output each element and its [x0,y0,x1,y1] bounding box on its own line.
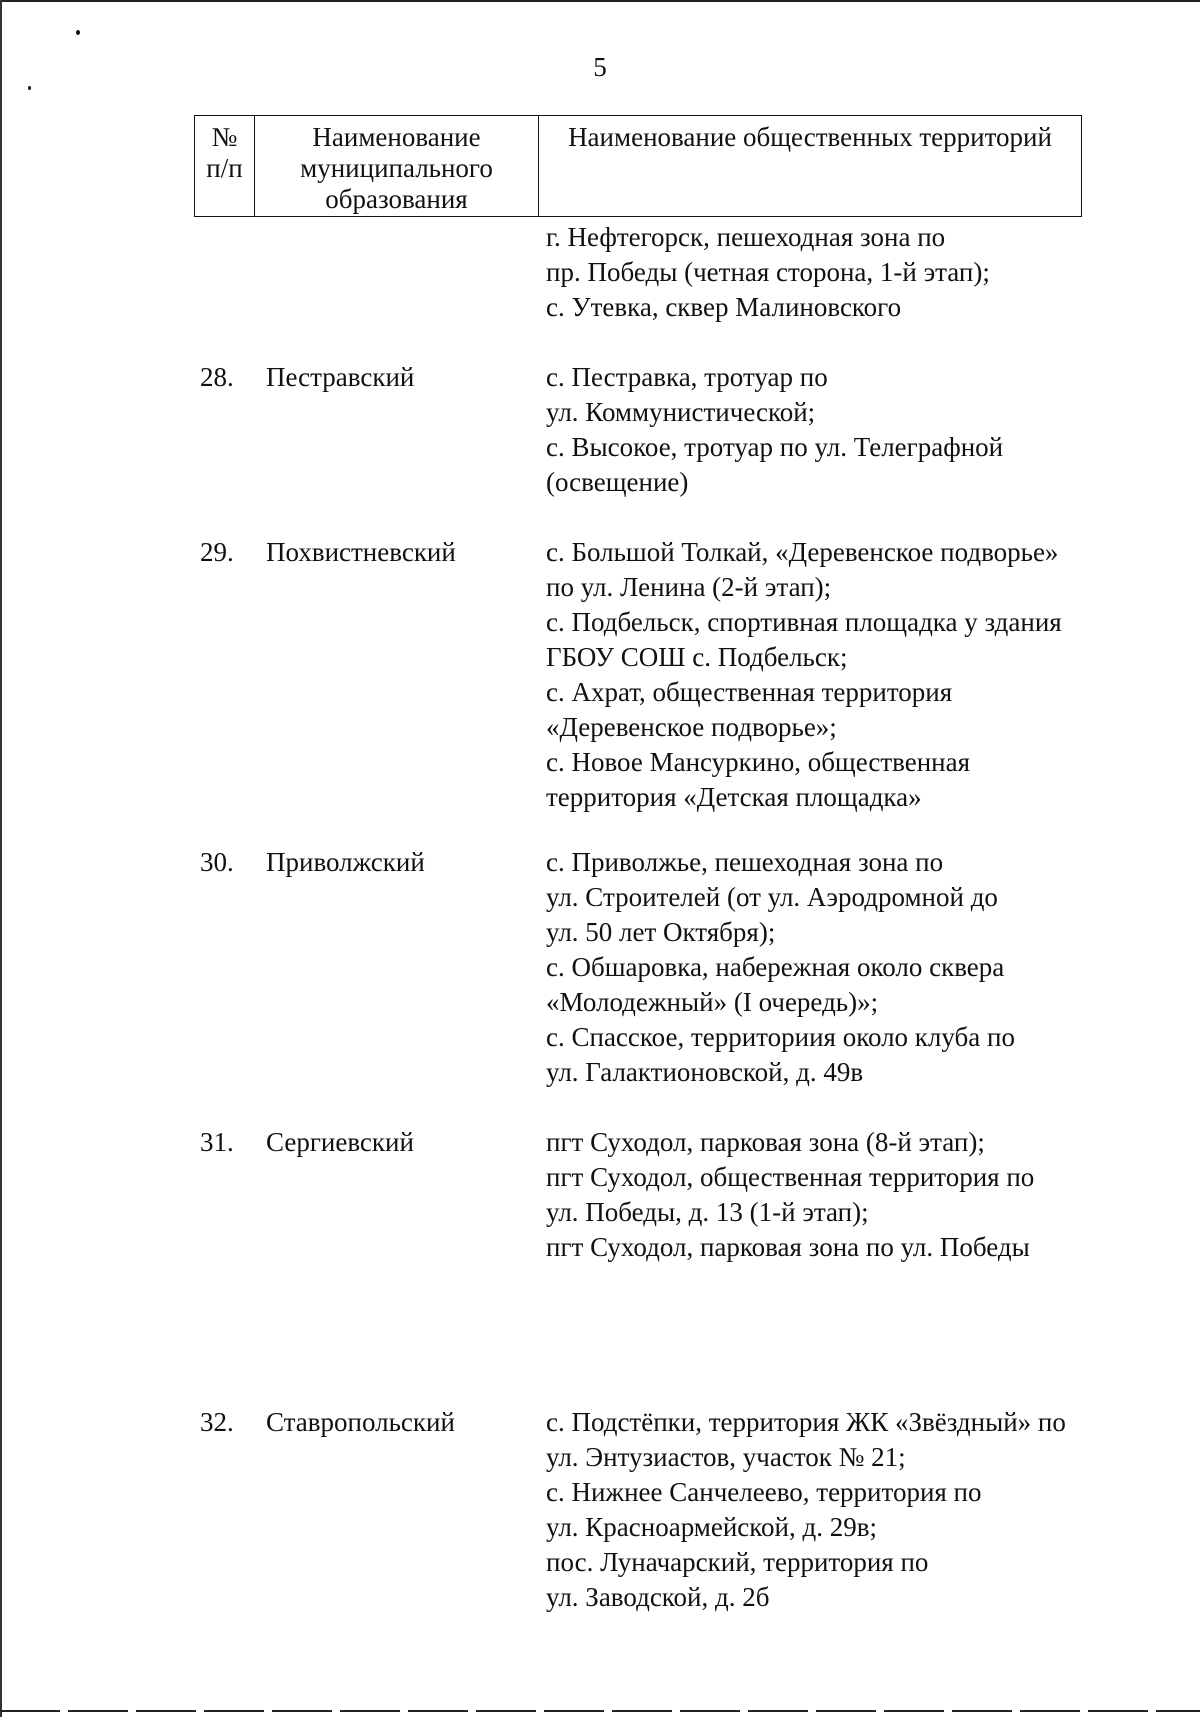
table-row [0,845,1106,1090]
territory-line: пр. Победы (четная сторона, 1-й этап); [546,257,990,287]
territory-line: ул. Строителей (от ул. Аэродромной до [546,882,998,912]
territory-line: с. Высокое, тротуар по ул. Телеграфной [546,432,1004,462]
territory-line: с. Новое Мансуркино, общественная [546,747,971,777]
territory-line: территория «Детская площадка» [546,782,922,812]
row-municipality [266,220,547,325]
territory-line: по ул. Ленина (2-й этап); [546,572,832,602]
territory-line: ГБОУ СОШ с. Подбельск; [546,642,848,672]
territory-line: «Молодежный» (I очередь)»; [546,987,879,1017]
territory-line: с. Спасское, территориия около клуба по [546,1022,1015,1052]
scan-speck [76,30,80,35]
territory-line: с. Приволжье, пешеходная зона по [546,847,944,877]
row-number: 29. [200,537,234,567]
territory-line: с. Ахрат, общественная территория [546,677,953,707]
territory-line: с. Большой Толкай, «Деревенское подворье» [546,537,1059,567]
territory-line: пгт Суходол, общественная территория по [546,1162,1035,1192]
page-top-edge [0,0,1200,2]
header-text: п/п [206,153,243,183]
row-municipality: Приволжский [266,847,425,877]
row-number: 31. [200,1127,234,1157]
territory-line: ул. Галактионовской, д. 49в [546,1057,864,1087]
header-municipality-column [255,116,539,216]
territory-line: г. Нефтегорск, пешеходная зона по [546,222,946,252]
row-number [200,220,266,325]
table-row [0,1405,1106,1615]
table-row [0,535,1106,815]
territory-line: ул. Заводской, д. 2б [546,1582,770,1612]
territory-line: ул. 50 лет Октября); [546,917,776,947]
header-text: образования [325,184,468,214]
territory-line: пгт Суходол, парковая зона (8-й этап); [546,1127,985,1157]
header-territories-column [539,116,1081,216]
row-number: 28. [200,362,234,392]
header-text: Наименование общественных территорий [568,122,1052,152]
header-text: муниципального [300,153,493,183]
scan-speck [28,86,31,90]
row-territories [546,1405,1106,1615]
territory-line: пгт Суходол, парковая зона по ул. Победы [546,1232,1030,1262]
territory-line: с. Подбельск, спортивная площадка у здания [546,607,1062,637]
header-text: № [211,122,238,152]
table-header [194,115,1082,217]
row-municipality: Пестравский [266,362,415,392]
row-number: 32. [200,1407,234,1437]
territory-line: «Деревенское подворье»; [546,712,837,742]
row-territories [546,1125,1106,1265]
territory-line: ул. Коммунистической; [546,397,816,427]
territory-line: с. Обшаровка, набережная около сквера [546,952,1005,982]
territory-line: ул. Красноармейской, д. 29в; [546,1512,877,1542]
row-municipality: Ставропольский [266,1407,455,1437]
table-row [0,220,1106,325]
row-territories [546,360,1106,500]
header-text: Наименование [312,122,481,152]
table-row [0,1125,1106,1265]
territory-line: пос. Луначарский, территория по [546,1547,929,1577]
row-number: 30. [200,847,234,877]
header-number-column [195,116,255,216]
row-territories [546,535,1106,815]
row-territories [546,845,1106,1090]
territory-line: с. Пестравка, тротуар по [546,362,828,392]
row-municipality: Похвистневский [266,537,456,567]
territory-line: с. Утевка, сквер Малиновского [546,292,902,322]
page-number: 5 [593,52,607,82]
page-bottom-edge [0,1710,1200,1712]
territory-line: ул. Энтузиастов, участок № 21; [546,1442,906,1472]
territory-line: с. Нижнее Санчелеево, территория по [546,1477,982,1507]
row-municipality: Сергиевский [266,1127,414,1157]
row-territories [546,220,1106,325]
territory-line: ул. Победы, д. 13 (1-й этап); [546,1197,869,1227]
territory-line: с. Подстёпки, территория ЖК «Звёздный» по [546,1407,1066,1437]
table-row [0,360,1106,500]
territory-line: (освещение) [546,467,689,497]
